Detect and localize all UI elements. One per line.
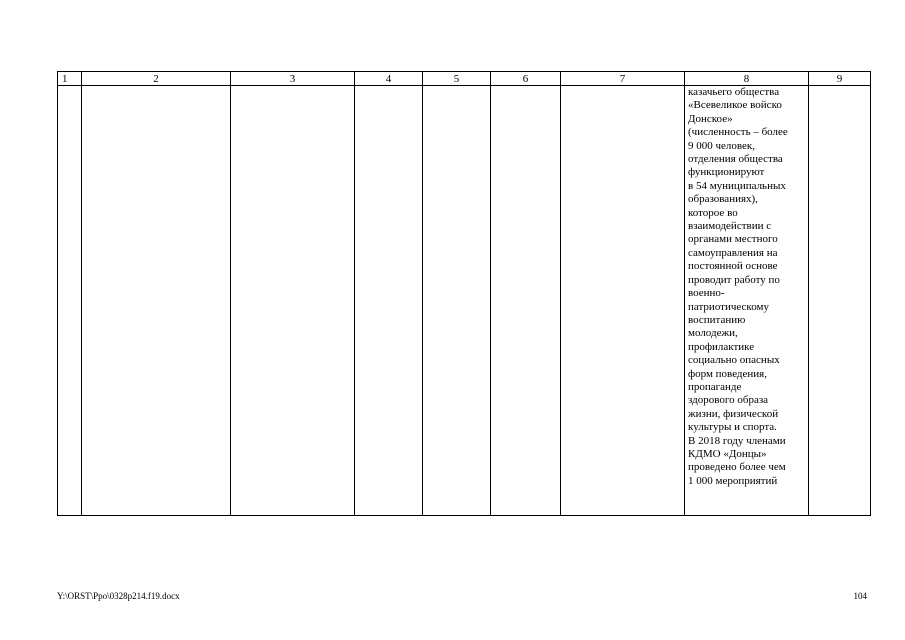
- footer-file-path: Y:\ORST\Ppo\0328p214.f19.docx: [57, 591, 180, 601]
- table-header-row: [58, 72, 871, 86]
- table-cell-3: [231, 86, 355, 516]
- cell-text-line: В 2018 году членами: [688, 434, 786, 447]
- cell-text-line: КДМО «Донцы»: [688, 447, 767, 460]
- cell-text-line: которое во: [688, 206, 738, 219]
- column-header-7: 7: [561, 72, 685, 86]
- footer-page-number: 104: [853, 591, 867, 601]
- cell-text-line: молодежи,: [688, 327, 738, 340]
- table-cell-8: [685, 86, 809, 516]
- cell-text-line: проводит работу по: [688, 273, 780, 286]
- cell-text-line: культуры и спорта.: [688, 421, 777, 434]
- document-table: [57, 71, 871, 516]
- cell-text-line: казачьего общества: [688, 86, 780, 98]
- cell-text-line: функционируют: [688, 166, 765, 179]
- cell-text-line: органами местного: [688, 233, 778, 246]
- column-header-4: 4: [355, 72, 423, 86]
- column-header-9: 9: [809, 72, 871, 86]
- cell-text-line: форм поведения,: [688, 367, 767, 380]
- cell-text-line: социально опасных: [688, 354, 780, 367]
- cell-text-line: проведено более чем: [688, 461, 786, 474]
- cell-text-line: (численность – более: [688, 126, 788, 139]
- cell-text-line: Донское»: [688, 112, 733, 125]
- column-header-6: 6: [491, 72, 561, 86]
- cell-text-line: взаимодействии с: [688, 220, 772, 233]
- column-header-2: 2: [82, 72, 231, 86]
- cell-text-line: 1 000 мероприятий: [688, 474, 778, 487]
- table-cell-5: [423, 86, 491, 516]
- column-header-5: 5: [423, 72, 491, 86]
- table-cell-1: [58, 86, 82, 516]
- cell-text-line: военно-: [688, 287, 725, 300]
- cell-text-line: в 54 муниципальных: [688, 179, 786, 192]
- cell-text-line: образованиях),: [688, 193, 758, 206]
- cell-text-line: постоянной основе: [688, 260, 778, 273]
- table-cell-6: [491, 86, 561, 516]
- cell-text-line: патриотическому: [688, 300, 769, 313]
- table-cell-7: [561, 86, 685, 516]
- cell-text-line: самоуправления на: [688, 246, 778, 259]
- cell-text-line: 9 000 человек,: [688, 139, 756, 152]
- cell-text-line: «Всевеликое войско: [688, 99, 782, 112]
- cell-text-line: здорового образа: [688, 394, 769, 407]
- column-header-1: 1: [58, 72, 82, 86]
- cell-text-line: профилактике: [688, 340, 755, 353]
- cell-text-line: воспитанию: [688, 313, 746, 326]
- cell-text-line: пропаганде: [688, 380, 742, 393]
- column-header-3: 3: [231, 72, 355, 86]
- column-header-8: 8: [685, 72, 809, 86]
- table-cell-9: [809, 86, 871, 516]
- table-cell-4: [355, 86, 423, 516]
- table-row: [58, 86, 871, 516]
- cell-text-line: отделения общества: [688, 153, 783, 166]
- table-cell-2: [82, 86, 231, 516]
- cell-text-line: жизни, физической: [688, 407, 779, 420]
